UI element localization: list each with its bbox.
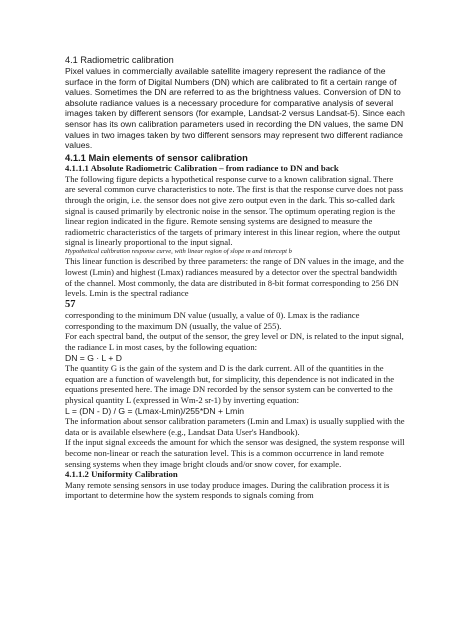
paragraph-uniformity: Many remote sensing sensors in use today produce images. During the calibration process it is important to determine how the system responds to signals coming from xyxy=(65,479,390,501)
equation-dn: DN = G · L + D xyxy=(65,352,122,363)
paragraph-lmin-lmax: corresponding to the minimum DN value (usually, a value of 0). Lmax is the radiance corresponding to the maximum DN (usually, the value of 255). xyxy=(65,310,360,331)
subsubsection-title-uniformity-calibration: 4.1.1.2 Uniformity Calibration xyxy=(65,469,178,480)
figure-caption: Hypothetical calibration response curve, with linear region of slope m and intercept b xyxy=(65,248,292,255)
paragraph-linear-function: This linear function is described by three parameters: the range of DN values in the image, and the lowest (Lmin) and highest (Lmax) radiances measured by a detector over the spectral bandwidth of the channel. Most commonly, the data are distributed in 8-bit format corresponding to 256 DN levels. Lmin is the spectral radiance xyxy=(65,256,404,299)
intro-paragraph: Pixel values in commercially available satellite imagery represent the radiance of the surface in the form of Digital Numbers (DN) which are calibrated to fit a certain range of values. Sometimes the DN are referred to as the brightness values. Conversion of DN to absolute radiance values is a necessary procedure for comparative analysis of several images taken by different sensors (for example, Landsat-2 versus Landsat-5). Since each sensor has its own calibration parameters used in recording the DN values, the same DN values in two images taken by two different sensors may represent two different radiance values. xyxy=(65,66,405,151)
subsection-title: 4.1.1 Main elements of sensor calibration xyxy=(65,151,248,163)
page-number: 57 xyxy=(65,298,76,310)
paragraph-saturation: If the input signal exceeds the amount for which the sensor was designed, the system response will become non-linear or reach the saturation level. This is a common occurrence in land remote sensing systems when they image bright clouds and/or snow cover, for example. xyxy=(65,437,405,469)
paragraph-band-output: For each spectral band, the output of the sensor, the grey level or DN, is related to the input signal, the radiance L in most cases, by the following equation: xyxy=(65,331,404,353)
equation-radiance: L = (DN - D) / G = (Lmax-Lmin)/255*DN + Lmin xyxy=(65,405,245,416)
document-page xyxy=(65,55,405,501)
paragraph-response-curve: The following figure depicts a hypothetical response curve to a known calibration signal. There are several common curve characteristics to note. The first is that the response curve does not pass through the origin, i.e. the sensor does not give zero output even in the dark. This so-called dark signal is caused primarily by electronic noise in the sensor. The optimum operating region is the linear region indicated in the figure. Remote sensing systems are designed to measure the radiometric characteristics of the targets of primary interest in this linear region, where the output signal is linearly proportional to the input signal. xyxy=(65,173,403,248)
subsubsection-title-absolute-calibration: 4.1.1.1 Absolute Radiometric Calibration – from radiance to DN and back xyxy=(65,163,339,174)
paragraph-gain-dark-current: The quantity G is the gain of the system and D is the dark current. All of the quantities in the equation are a function of wavelength but, for simplicity, this dependence is not indicated in the equations presented here. The image DN recorded by the sensor system can be converted to the physical quantity L (expressed in Wm-2 sr-1) by inverting equation: xyxy=(65,363,395,406)
paragraph-calibration-parameters: The information about sensor calibration parameters (Lmin and Lmax) is usually supplied with the data or is available elsewhere (e.g., Landsat Data User's Handbook). xyxy=(65,416,405,437)
section-title: 4.1 Radiometric calibration xyxy=(65,55,174,65)
